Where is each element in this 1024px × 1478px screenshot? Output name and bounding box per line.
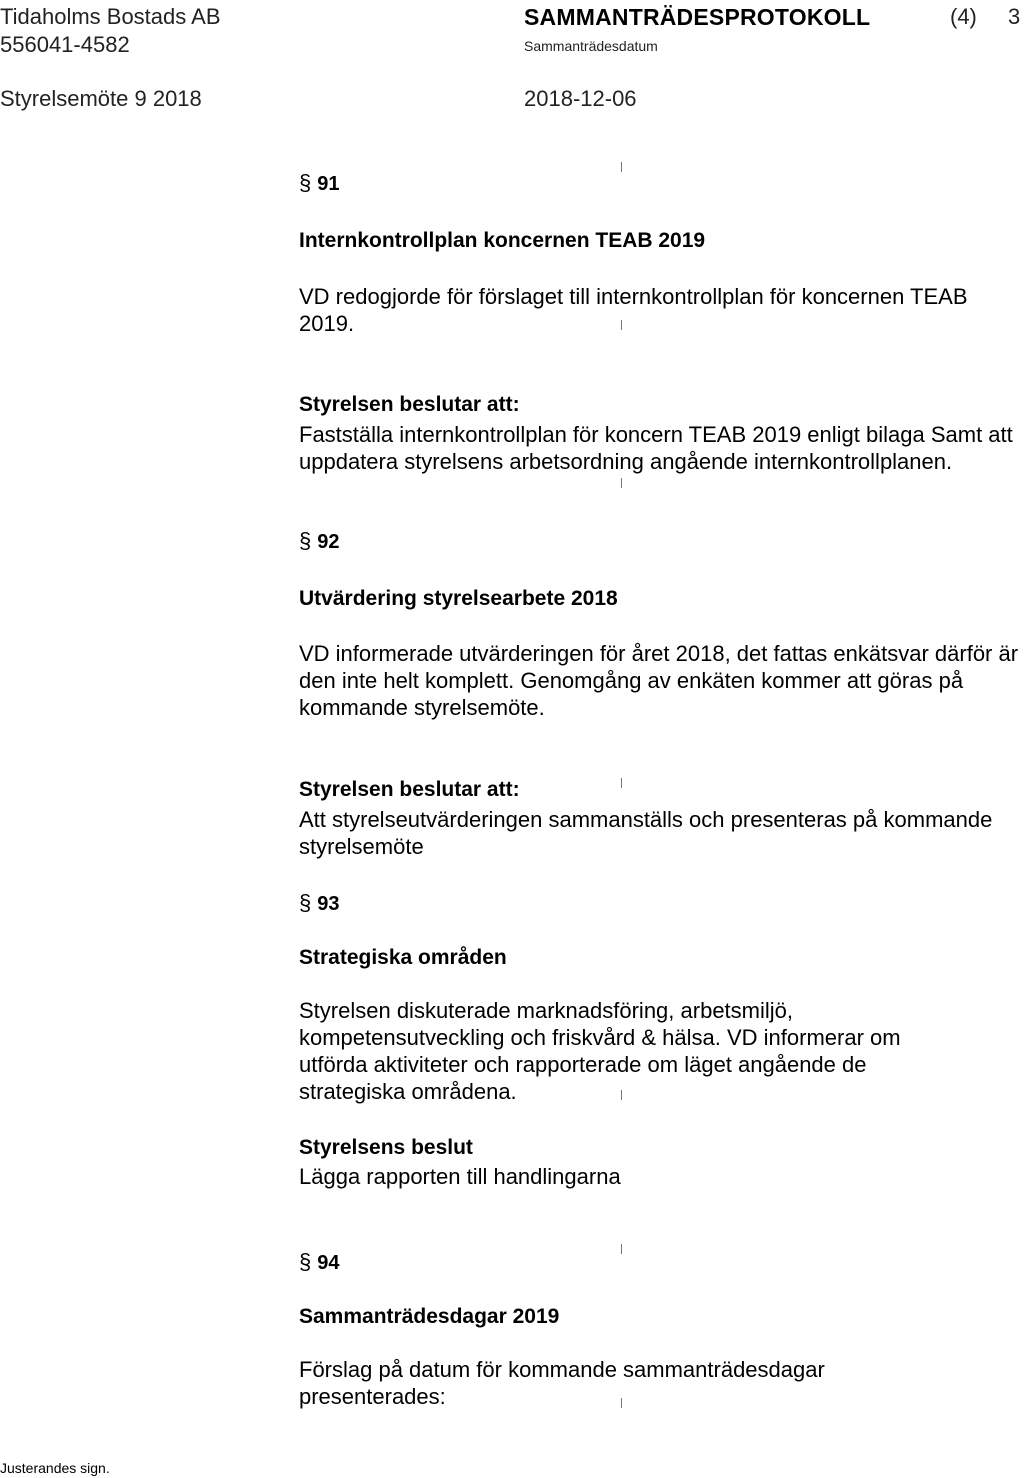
section-93-decision-label: Styrelsens beslut (299, 1136, 473, 1159)
section-93-decision-text: Lägga rapporten till handlingarna (299, 1164, 621, 1189)
section-92-decision-text: Att styrelseutvärderingen sammanställs och presenteras på kommande styrelsemöte (299, 807, 993, 859)
section-93-title: Strategiska områden (299, 946, 507, 969)
section-93-number: § 93 (299, 890, 340, 915)
scan-mark (621, 162, 622, 172)
page-number: 3 (1008, 4, 1021, 29)
company-name: Tidaholms Bostads AB (0, 4, 221, 29)
page-marker: (4) (950, 4, 977, 29)
section-94-text: Förslag på datum för kommande sammanträdesdagar presenterades: (299, 1357, 825, 1409)
scan-mark (621, 1244, 622, 1254)
section-91-decision-label: Styrelsen beslutar att: (299, 393, 520, 416)
section-92-title: Utvärdering styrelsearbete 2018 (299, 587, 618, 610)
scan-mark (621, 1398, 622, 1408)
org-number: 556041-4582 (0, 32, 130, 57)
document-title: SAMMANTRÄDESPROTOKOLL (524, 4, 871, 30)
section-94-title: Sammanträdesdagar 2019 (299, 1305, 560, 1328)
section-92-decision-label: Styrelsen beslutar att: (299, 778, 520, 801)
date-label: Sammanträdesdatum (524, 38, 658, 54)
section-sign: § (299, 170, 312, 195)
meeting-date: 2018-12-06 (524, 86, 637, 111)
section-sign: § (299, 890, 312, 915)
scan-mark (621, 1090, 622, 1100)
section-93-text: Styrelsen diskuterade marknadsföring, arbetsmiljö, kompetensutveckling och friskvård & hälsa. VD informerar om utförda aktiviteter och rapporterade om läget angående de strategiska områdena. (299, 998, 901, 1104)
section-91-text: VD redogjorde för förslaget till internkontrollplan för koncernen TEAB 2019. (299, 284, 968, 336)
section-91-title: Internkontrollplan koncernen TEAB 2019 (299, 229, 706, 252)
section-sign: § (299, 1249, 312, 1274)
section-94-number: § 94 (299, 1249, 340, 1274)
signature-label: Justerandes sign. (0, 1460, 110, 1476)
section-92-number: § 92 (299, 528, 340, 553)
section-91-number: § 91 (299, 170, 340, 195)
scan-mark (621, 478, 622, 488)
scan-mark (621, 778, 622, 788)
section-91-decision-text: Fastställa internkontrollplan för koncern TEAB 2019 enligt bilaga Samt att uppdatera styrelsens arbetsordning angående internkontrollplanen. (299, 422, 1013, 474)
scan-mark (621, 320, 622, 330)
meeting-name: Styrelsemöte 9 2018 (0, 86, 202, 111)
section-sign: § (299, 528, 312, 553)
section-92-text: VD informerade utvärderingen för året 2018, det fattas enkätsvar därför är den inte helt komplett. Genomgång av enkäten kommer att göras på kommande styrelsemöte. (299, 641, 1019, 720)
